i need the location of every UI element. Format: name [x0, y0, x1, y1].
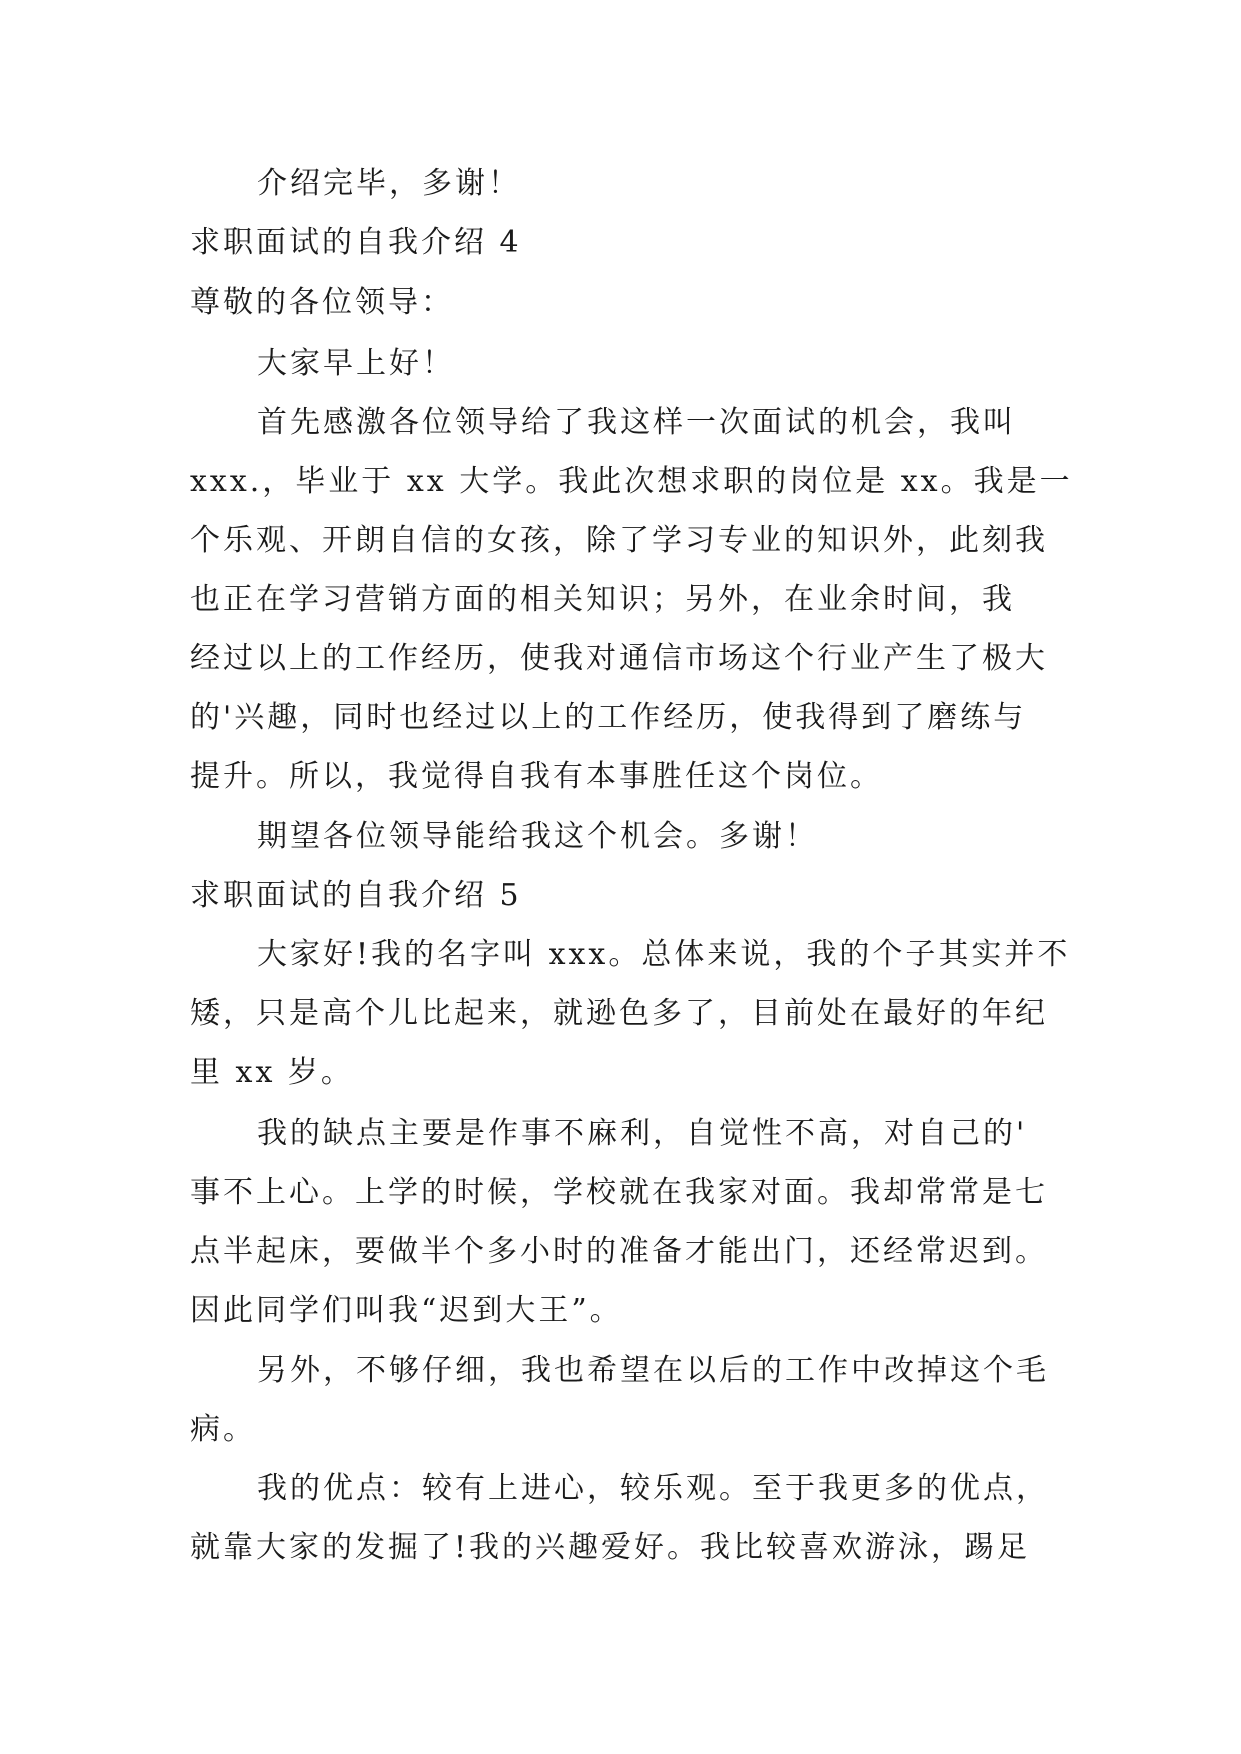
paragraph-line: 也正在学习营销方面的相关知识；另外，在业余时间，我: [190, 582, 1015, 617]
paragraph-line: xxx.，毕业于 xx 大学。我此次想求职的岗位是 xx。我是一: [190, 464, 1073, 499]
paragraph-line: 首先感激各位领导给了我这样一次面试的机会，我叫: [257, 405, 1016, 440]
paragraph-line: 点半起床，要做半个多小时的准备才能出门，还经常迟到。: [190, 1234, 1048, 1269]
paragraph-line: 个乐观、开朗自信的女孩，除了学习专业的知识外，此刻我: [190, 523, 1048, 558]
section-heading-4: 求职面试的自我介绍 4: [190, 225, 522, 260]
salutation: 尊敬的各位领导：: [190, 285, 454, 320]
paragraph-line: 我的优点：较有上进心，较乐观。至于我更多的优点，: [257, 1471, 1049, 1506]
paragraph-line: 我的缺点主要是作事不麻利，自觉性不高，对自己的': [257, 1116, 1028, 1151]
paragraph-line: 里 xx 岁。: [190, 1055, 354, 1090]
paragraph-line: 事不上心。上学的时候，学校就在我家对面。我却常常是七: [190, 1175, 1048, 1210]
paragraph-line: 的'兴趣，同时也经过以上的工作经历，使我得到了磨练与: [190, 700, 1027, 735]
paragraph-line: 期望各位领导能给我这个机会。多谢！: [257, 819, 818, 854]
closing-line: 介绍完毕，多谢！: [257, 166, 521, 201]
paragraph-line: 提升。所以，我觉得自我有本事胜任这个岗位。: [190, 759, 883, 794]
paragraph-line: 病。: [190, 1412, 256, 1447]
paragraph-line: 矮，只是高个儿比起来，就逊色多了，目前处在最好的年纪: [190, 996, 1048, 1031]
section-heading-5: 求职面试的自我介绍 5: [190, 878, 522, 913]
paragraph-line: 因此同学们叫我“迟到大王”。: [190, 1293, 623, 1328]
paragraph-line: 经过以上的工作经历，使我对通信市场这个行业产生了极大: [190, 641, 1048, 676]
greeting: 大家早上好！: [257, 346, 455, 381]
paragraph-line: 另外，不够仔细，我也希望在以后的工作中改掉这个毛: [257, 1353, 1049, 1388]
paragraph-line: 大家好!我的名字叫 xxx。总体来说，我的个子其实并不: [257, 937, 1071, 972]
paragraph-line: 就靠大家的发掘了!我的兴趣爱好。我比较喜欢游泳，踢足: [190, 1530, 1031, 1565]
